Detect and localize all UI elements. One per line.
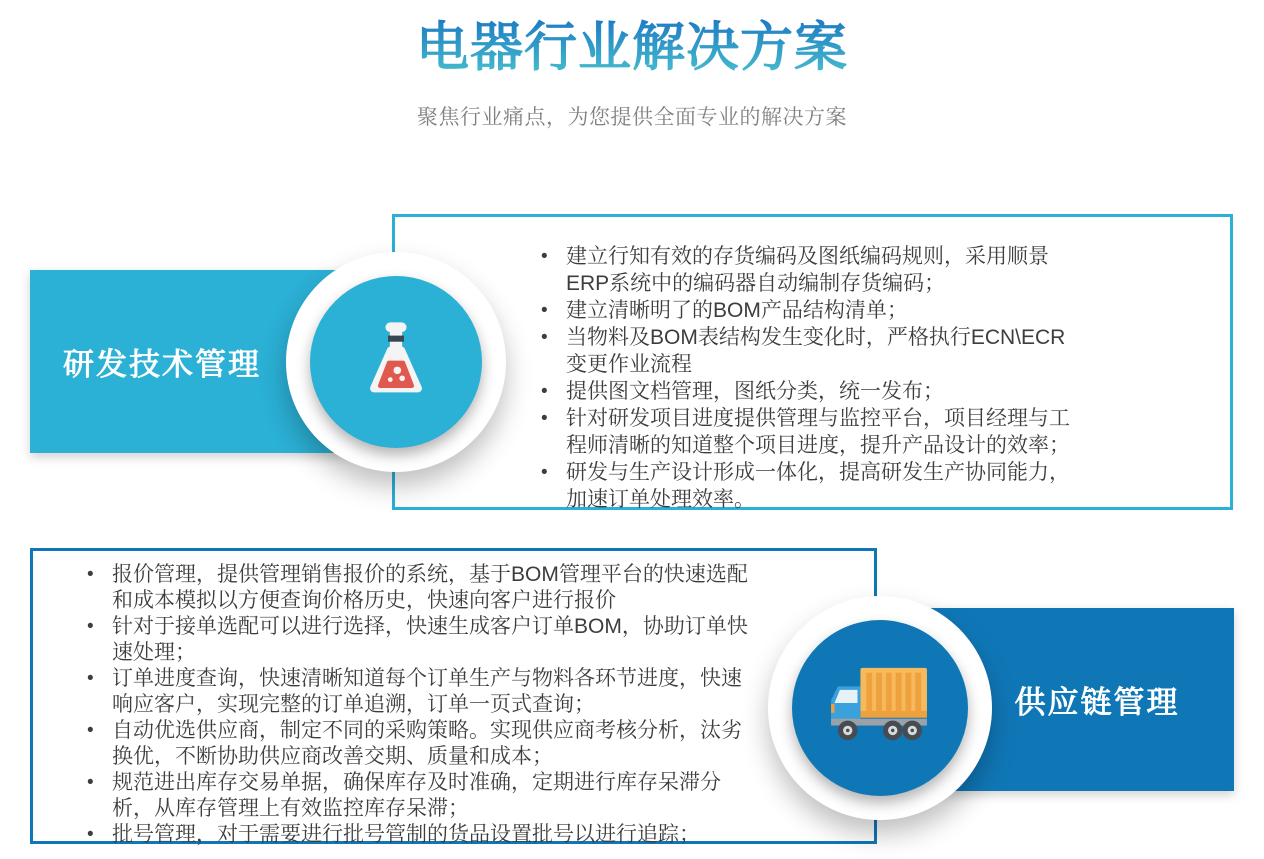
- list-item: • 自动优选供应商，制定不同的采购策略。实现供应商考核分析，汰劣换优，不断协助供应商改善交期、质量和成本；: [78, 718, 752, 770]
- list-item: • 建立行知有效的存货编码及图纸编码规则，采用顺景ERP系统中的编码器自动编制存货编码；: [532, 243, 1071, 297]
- list-item: • 提供图文档管理，图纸分类，统一发布；: [532, 378, 1071, 405]
- list-item: • 针对研发项目进度提供管理与监控平台，项目经理与工程师清晰的知道整个项目进度，提升产品设计的效率；: [532, 405, 1071, 459]
- list-item: • 报价管理，提供管理销售报价的系统，基于BOM管理平台的快速选配和成本模拟以方便查询价格历史，快速向客户进行报价: [78, 562, 752, 614]
- page-subtitle: 聚焦行业痛点，为您提供全面专业的解决方案: [417, 106, 847, 129]
- list-item: • 建立清晰明了的BOM产品结构清单；: [532, 297, 1071, 324]
- page-title: 电器行业解决方案: [0, 18, 1264, 79]
- supply-medallion: [768, 596, 992, 820]
- list-item: • 研发与生产设计形成一体化，提高研发生产协同能力，加速订单处理效率。: [532, 459, 1071, 513]
- list-item: • 针对于接单选配可以进行选择，快速生成客户订单BOM，协助订单快速处理；: [78, 614, 752, 666]
- supply-section-title: 供应链管理: [1014, 685, 1180, 720]
- list-item: • 订单进度查询，快速清晰知道每个订单生产与物料各环节进度，快速响应客户，实现完整的订单追溯，订单一页式查询；: [78, 666, 752, 718]
- rnd-medallion: [286, 252, 506, 472]
- rnd-medallion-inner: [310, 276, 482, 448]
- flask-icon: [352, 318, 440, 406]
- rnd-section-title: 研发技术管理: [63, 347, 261, 382]
- truck-icon: [821, 660, 939, 750]
- list-item: • 规范进出库存交易单据，确保库存及时准确，定期进行库存呆滞分析，从库存管理上有效监控库存呆滞；: [78, 770, 752, 822]
- supply-bullet-list: [78, 562, 752, 848]
- list-item: • 批号管理，对于需要进行批号管制的货品设置批号以进行追踪；: [78, 822, 752, 848]
- list-item: • 当物料及BOM表结构发生变化时，严格执行ECN\ECR变更作业流程: [532, 324, 1071, 378]
- supply-medallion-inner: [792, 620, 968, 796]
- rnd-bullet-list: [532, 243, 1071, 513]
